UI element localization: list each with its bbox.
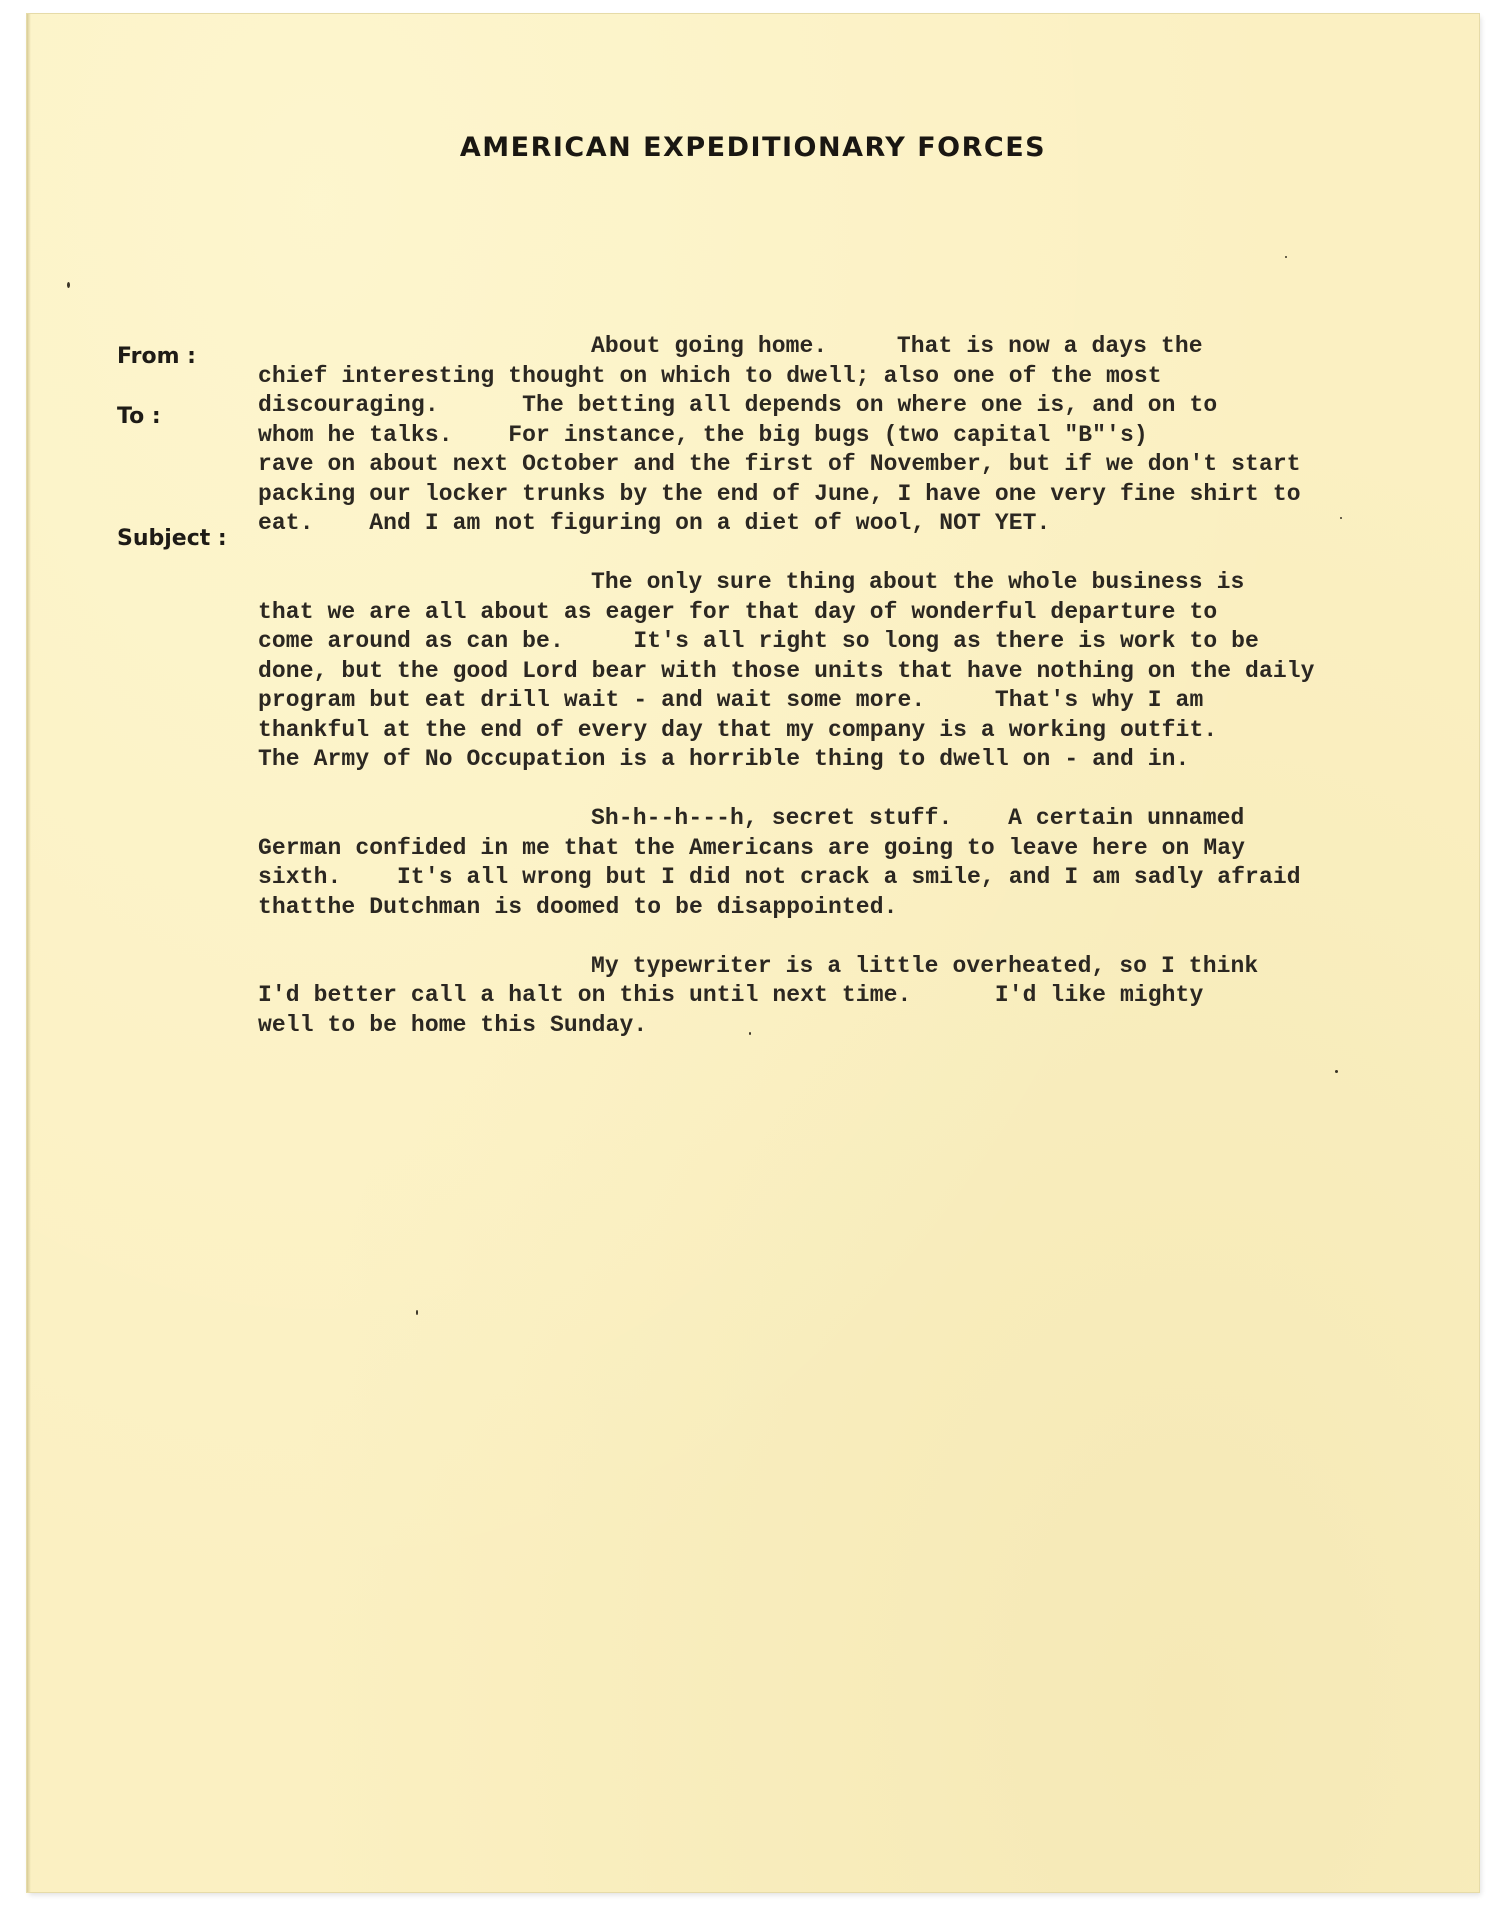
body-line: chief interesting thought on which to dwell; also one of the most bbox=[258, 362, 1162, 389]
paragraph-sure-thing bbox=[258, 568, 1448, 775]
body-line: that we are all about as eager for that day of wonderful departure to bbox=[258, 598, 1218, 625]
body-line: About going home. That is now a days the bbox=[591, 333, 1203, 359]
paper-speck bbox=[67, 282, 70, 288]
subject-label: Subject : bbox=[117, 526, 227, 551]
body-line: discouraging. The betting all depends on where one is, and on to bbox=[258, 392, 1218, 418]
body-line: sixth. It's all wrong but I did not crack a smile, and I am sadly afraid bbox=[258, 864, 1301, 890]
letter-body bbox=[258, 332, 1448, 1070]
letter-sheet bbox=[27, 14, 1479, 1892]
body-line: Sh-h--h---h, secret stuff. A certain unnamed bbox=[591, 805, 1245, 831]
body-line: The only sure thing about the whole business is bbox=[591, 569, 1245, 595]
paper-speck bbox=[1340, 517, 1342, 519]
paragraph-going-home bbox=[258, 332, 1448, 539]
body-line: program but eat drill wait - and wait some more. That's why I am bbox=[258, 687, 1204, 713]
body-line: well to be home this Sunday. bbox=[258, 1011, 648, 1038]
body-line: packing our locker trunks by the end of June, I have one very fine shirt to bbox=[258, 480, 1301, 507]
body-line: come around as can be. It's all right so long as there is work to be bbox=[258, 628, 1259, 654]
body-line: whom he talks. For instance, the big bugs (two capital "B"'s) bbox=[258, 421, 1148, 448]
body-line: German confided in me that the Americans are going to leave here on May bbox=[258, 834, 1246, 861]
paragraph-secret-stuff bbox=[258, 804, 1448, 922]
body-line: The Army of No Occupation is a horrible thing to dwell on - and in. bbox=[258, 746, 1190, 772]
paper-speck bbox=[1285, 256, 1287, 258]
body-line: done, but the good Lord bear with those units that have nothing on the daily bbox=[258, 657, 1315, 684]
from-label: From : bbox=[117, 344, 196, 369]
body-line: My typewriter is a little overheated, so I think bbox=[591, 952, 1259, 979]
paragraph-typewriter bbox=[258, 952, 1448, 1041]
paper-speck bbox=[749, 1032, 751, 1035]
to-label: To : bbox=[117, 404, 161, 429]
paper-speck bbox=[1335, 1070, 1338, 1073]
letterhead-title: AMERICAN EXPEDITIONARY FORCES bbox=[459, 132, 1047, 163]
paper-speck bbox=[416, 1310, 418, 1315]
paper-edge bbox=[27, 14, 31, 1892]
body-line: thatthe Dutchman is doomed to be disappointed. bbox=[258, 893, 898, 920]
body-line: rave on about next October and the first of November, but if we don't start bbox=[258, 451, 1301, 477]
body-line: thankful at the end of every day that my company is a working outfit. bbox=[258, 716, 1218, 743]
body-line: eat. And I am not figuring on a diet of wool, NOT YET. bbox=[258, 510, 1051, 536]
body-line: I'd better call a halt on this until next time. I'd like mighty bbox=[258, 982, 1204, 1008]
